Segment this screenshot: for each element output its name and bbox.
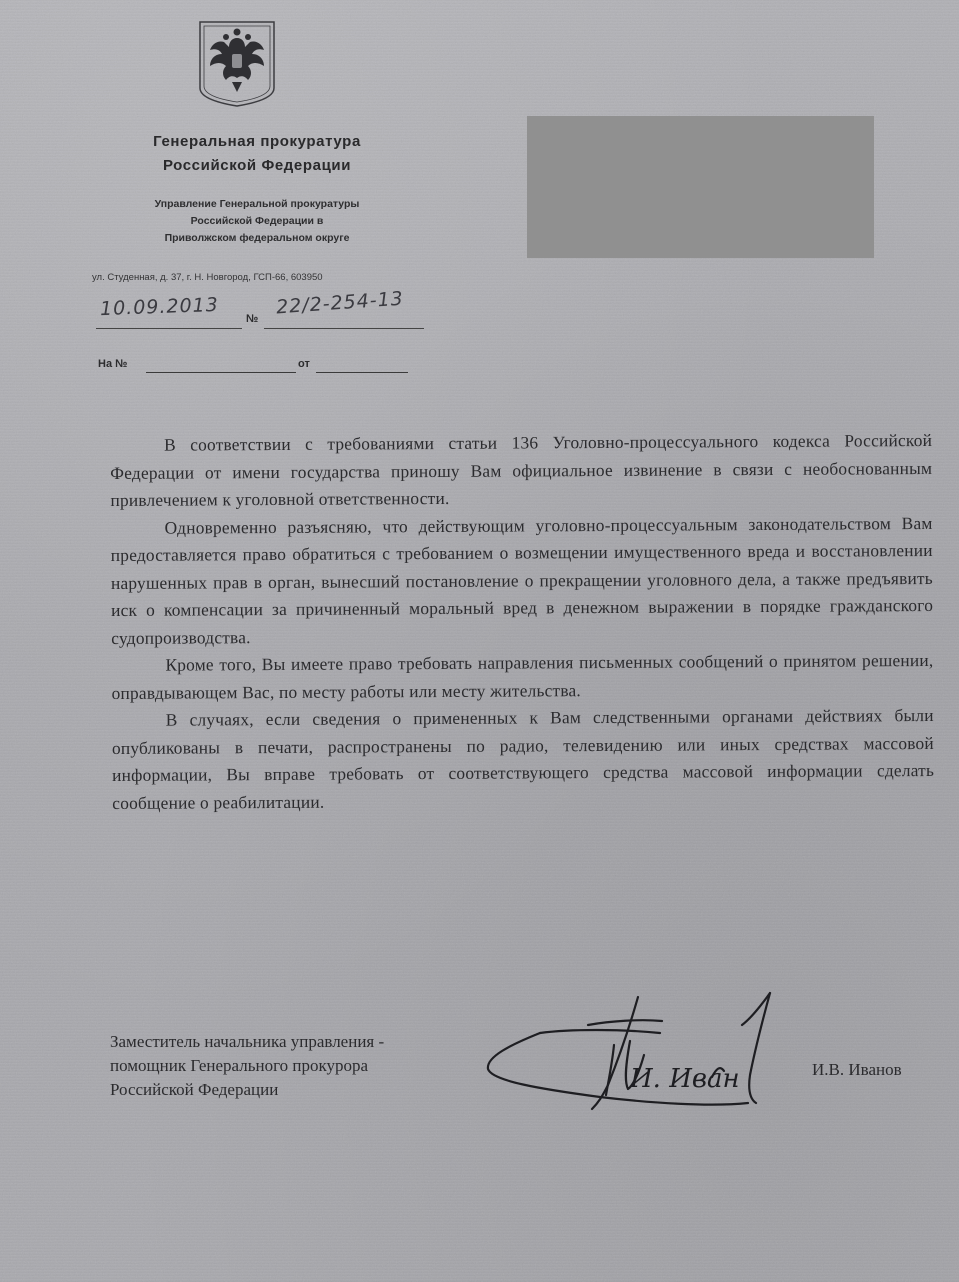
org-line: Российской Федерации — [162, 157, 352, 174]
organization-name — [112, 130, 402, 178]
sub-organization-name — [112, 196, 402, 247]
body-paragraph: В соответствии с требованиями статьи 136 Уголовно-процессуального кодекса Российской Федерации от имени государства приношу Вам официальное извинение в связи с необоснованным привлечением к уголовной ответственности. — [110, 429, 933, 510]
body-paragraph: Одновременно разъясняю, что действующим уголовно-процессуальным законодательством Вам предоставляется право обратиться с требованием о возмещении имущественного вреда и восстановлении нарушенных прав в орган, вынесший постановление о прекращении уголовного дела, а также предъявить иск о компенсации за причиненный моральный вред в денежном выражении в порядке гражданского судопроизводства. — [110, 512, 934, 648]
signatory-title-line: Российской Федерации — [110, 1080, 279, 1099]
outgoing-number: 22/2-254-13 — [275, 287, 405, 319]
sub-org-line: Российской Федерации в — [190, 215, 324, 227]
organization-address: ул. Студенная, д. 37, г. Н. Новгород, ГСП-66, 603950 — [92, 272, 323, 283]
letter-body — [110, 427, 934, 817]
ref-from-label: от — [298, 358, 310, 370]
ref-number-blank — [146, 372, 296, 373]
signatory-title-line: помощник Генерального прокурора — [110, 1056, 369, 1075]
sub-org-line: Управление Генеральной прокуратуры — [154, 198, 360, 210]
redacted-recipient-block — [527, 116, 874, 258]
body-paragraph: В случаях, если сведения о примененных к Вам следственными органами действиях были опубликованы в печати, распространены по радио, телевидению или иных средствах массовой информации, Вы вправе требовать от соответствующего средства массовой информации сделать сообщение о реабилитации. — [111, 704, 935, 813]
handwritten-signature — [480, 985, 790, 1125]
sub-org-line: Приволжском федеральном округе — [164, 232, 350, 244]
date-underline — [96, 328, 242, 329]
reference-line — [98, 358, 418, 378]
number-label: № — [246, 313, 259, 325]
signer-name: И.В. Иванов — [812, 1060, 902, 1079]
org-line: Генеральная прокуратура — [153, 133, 361, 150]
number-underline — [264, 328, 424, 329]
ref-date-blank — [316, 372, 408, 373]
outgoing-date: 10.09.2013 — [99, 293, 220, 321]
outgoing-date-number — [96, 287, 436, 336]
signatory-title-line: Заместитель начальника управления - — [110, 1032, 385, 1051]
signatory-title — [110, 1030, 510, 1102]
signature-handwriting: И. Иван — [630, 1064, 740, 1094]
body-paragraph: Кроме того, Вы имеете право требовать направления письменных сообщений о принятом решении, оправдывающем Вас, по месту работы или месту жительства. — [111, 649, 934, 703]
double-headed-eagle-icon — [196, 20, 278, 108]
ref-label: На № — [98, 358, 128, 370]
